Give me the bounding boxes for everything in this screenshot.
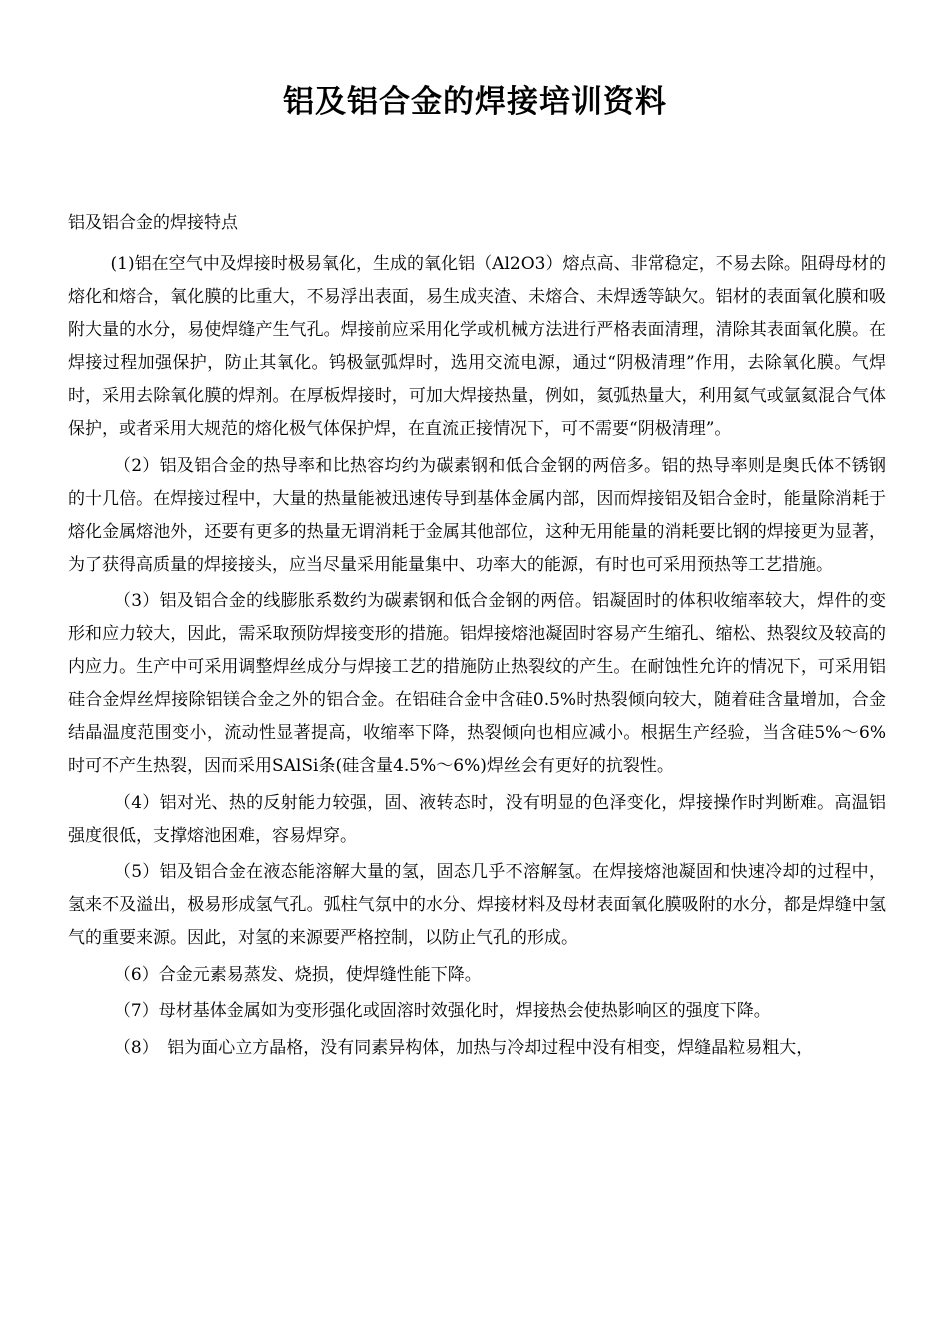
section-heading: 铝及铝合金的焊接特点 xyxy=(68,213,238,233)
paragraph-3: （3）铝及铝合金的线膨胀系数约为碳素钢和低合金钢的两倍。铝凝固时的体积收缩率较大，焊件的变形和应力较大，因此，需采取预防焊接变形的措施。铝焊接熔池凝固时容易产生缩孔、缩松、热裂纹及较高的内应力。生产中可采用调整焊丝成分与焊接工艺的措施防止热裂纹的产生。在耐蚀性允许的情况下，可采用铝硅合金焊丝焊接除铝镁合金之外的铝合金。在铝硅合金中含硅0.5%时热裂倾向较大，随着硅含量增加，合金结晶温度范围变小，流动性显著提高，收缩率下降，热裂倾向也相应减小。根据生产经验，当含硅5%～6%时可不产生热裂，因而采用SAlSi条(硅含量4.5%～6%)焊丝会有更好的抗裂性。 xyxy=(68,591,886,776)
paragraph-5: （5）铝及铝合金在液态能溶解大量的氢，固态几乎不溶解氢。在焊接熔池凝固和快速冷却的过程中，氢来不及溢出，极易形成氢气孔。弧柱气氛中的水分、焊接材料及母材表面氧化膜吸附的水分，都是焊缝中氢气的重要来源。因此，对氢的来源要严格控制，以防止气孔的形成。 xyxy=(68,862,886,948)
paragraph-7: （7）母材基体金属如为变形强化或固溶时效强化时，焊接热会使热影响区的强度下降。 xyxy=(113,1001,771,1021)
paragraph-8: （8） 铝为面心立方晶格，没有同素异构体，加热与冷却过程中没有相变，焊缝晶粒易粗大， xyxy=(113,1037,814,1058)
paragraph-1: (1)铝在空气中及焊接时极易氧化，生成的氧化铝（Al2O3）熔点高、非常稳定，不易去除。阻碍母材的熔化和熔合，氧化膜的比重大，不易浮出表面，易生成夹渣、未熔合、未焊透等缺欠。铝材的表面氧化膜和吸附大量的水分，易使焊缝产生气孔。焊接前应采用化学或机械方法进行严格表面清理，清除其表面氧化膜。在焊接过程加强保护，防止其氧化。钨极氩弧焊时，选用交流电源，通过“阴极清理”作用，去除氧化膜。气焊时，采用去除氧化膜的焊剂。在厚板焊接时，可加大焊接热量，例如，氦弧热量大，利用氦气或氩氦混合气体保护，或者采用大规范的熔化极气体保护焊，在直流正接情况下，可不需要“阴极清理”。 xyxy=(68,254,886,439)
document-title: 铝及铝合金的焊接培训资料 xyxy=(283,84,667,120)
paragraph-6: （6）合金元素易蒸发、烧损，使焊缝性能下降。 xyxy=(113,964,482,985)
paragraph-2: （2）铝及铝合金的热导率和比热容均约为碳素钢和低合金钢的两倍多。铝的热导率则是奥氏体不锈钢的十几倍。在焊接过程中，大量的热量能被迅速传导到基体金属内部，因而焊接铝及铝合金时，能量除消耗于熔化金属熔池外，还要有更多的热量无谓消耗于金属其他部位，这种无用能量的消耗要比钢的焊接更为显著，为了获得高质量的焊接接头，应当尽量采用能量集中、功率大的能源，有时也可采用预热等工艺措施。 xyxy=(68,455,886,575)
paragraph-4: （4）铝对光、热的反射能力较强，固、液转态时，没有明显的色泽变化，焊接操作时判断难。高温铝强度很低，支撑熔池困难，容易焊穿。 xyxy=(68,792,886,846)
document-body xyxy=(68,248,886,1068)
